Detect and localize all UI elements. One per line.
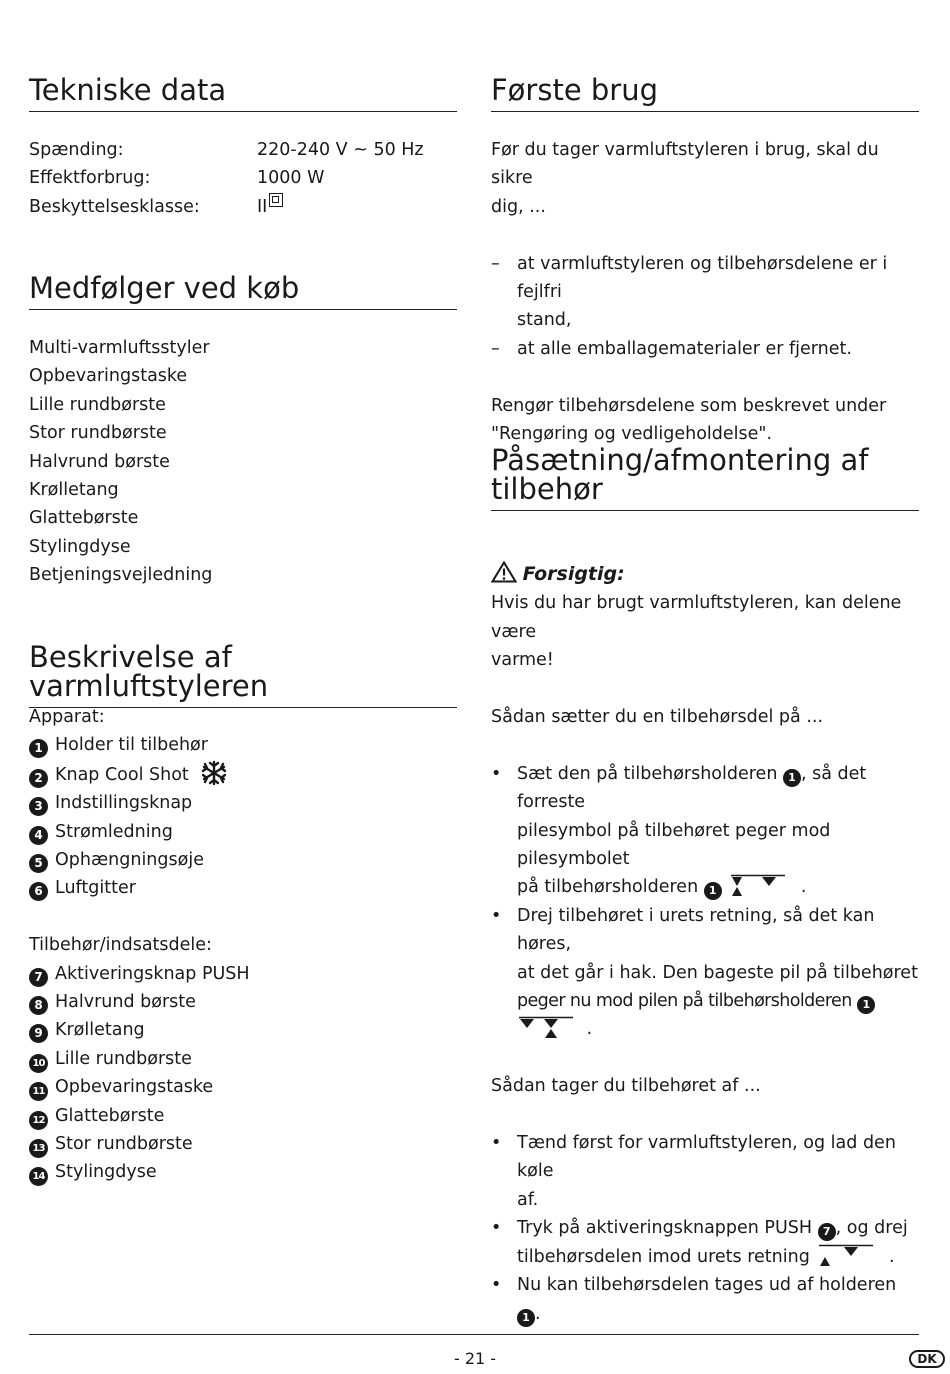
spec-row: Beskyttelsesklasse: II	[29, 193, 457, 221]
heading-included: Medfølger ved køb	[29, 274, 457, 310]
list-item: 5 Ophængningsøje	[29, 846, 457, 874]
device-label: Apparat:	[29, 707, 105, 727]
footer-divider	[29, 1334, 919, 1335]
list-item: 7 Aktiveringsknap PUSH	[29, 960, 457, 988]
accessory-label: Tilbehør/indsatsdele:	[29, 935, 212, 956]
list-item: • Tænd først for varmluftstyleren, og lad den køle af.	[491, 1133, 896, 1210]
list-item: 3 Indstillingsknap	[29, 789, 457, 817]
list-item: Glattebørste	[29, 508, 139, 529]
list-item: Opbevaringstaske	[29, 366, 188, 387]
list-item: 10 Lille rundbørste	[29, 1045, 457, 1073]
list-item: Stor rundbørste	[29, 423, 167, 444]
warning-triangle-icon	[491, 561, 517, 583]
list-item: 12 Glattebørste	[29, 1102, 457, 1130]
list-item: Krølletang	[29, 480, 119, 501]
list-item: Stylingdyse	[29, 536, 131, 557]
list-item: 2 Knap Cool Shot	[29, 760, 457, 789]
heading-description: Beskrivelse af varmluftstyleren	[29, 643, 457, 708]
list-item: 11 Opbevaringstaske	[29, 1073, 457, 1101]
page-number: - 21 -	[453, 1349, 497, 1368]
spec-row: Spænding: 220-240 V ~ 50 Hz	[29, 140, 424, 160]
list-item: Lille rundbørste	[29, 394, 166, 415]
list-item: 9 Krølletang	[29, 1016, 457, 1044]
description-list	[29, 703, 457, 1187]
list-item: • Tryk på aktiveringsknappen PUSH 7 , og drej tilbehørsdelen imod urets retning .	[491, 1218, 908, 1267]
spec-row: Effektforbrug: 1000 W	[29, 168, 325, 189]
list-item: 8 Halvrund børste	[29, 988, 457, 1016]
list-item: 14 Stylingdyse	[29, 1158, 457, 1186]
list-item: – at varmluftstyleren og tilbehørsdelene er i fejlfri stand,	[491, 253, 888, 331]
first-use-text: Før du tager varmluftstyleren i brug, skal du sikre dig, ... – at varmluftstyleren og tilbehørsdelene er i fejlfri stand, – at alle emballagematerialer er fjernet. Rengør tilbehørsdelene som beskrevet under "Rengøring og vedligeholdelse".	[491, 136, 919, 448]
included-list	[29, 334, 457, 590]
attach-text: Forsigtig: Hvis du har brugt varmluftstyleren, kan delene være varme! Sådan sætter du en tilbehørsdel på ... • Sæt den på tilbehørsholderen 1 , så det forreste pilesymbol på tilbehøret peger mod pilesymbolet på tilbehørsholderen 1 . • Drej tilbehøret i urets retning, så det kan høres, at det går i hak. Den bageste pil på tilbehøret peger nu mod pilen på tilbehørsholderen 1 . Sådan tager du tilbehøret af ... • Tænd først for varmluftstyleren, og lad den køle af. • Tryk på aktiveringsknappen PUSH 7 , og drej tilbehørsdelen imod urets retning . • Nu kan tilbehørsdelen tages ud af holderen 1 .	[491, 560, 919, 1328]
list-item: 4 Strømledning	[29, 818, 457, 846]
list-item: 6 Luftgitter	[29, 874, 457, 902]
list-item: • Drej tilbehøret i urets retning, så det kan høres, at det går i hak. Den bageste pil på tilbehøret peger nu mod pilen på tilbehørsholderen 1 .	[491, 905, 918, 1040]
heading-technical-data: Tekniske data	[29, 76, 457, 112]
protection-class-icon	[269, 193, 283, 207]
heading-first-use: Første brug	[491, 76, 919, 112]
list-item: Halvrund børste	[29, 451, 170, 472]
arrow-symbol-icon	[729, 874, 787, 898]
snowflake-icon	[200, 760, 228, 786]
heading-attach: Påsætning/afmontering af tilbehør	[491, 446, 919, 511]
list-item: Betjeningsvejledning	[29, 565, 213, 586]
list-item: 13 Stor rundbørste	[29, 1130, 457, 1158]
warning-title: Forsigtig:	[491, 560, 919, 589]
language-badge: DK	[909, 1350, 945, 1368]
list-item: • Sæt den på tilbehørsholderen 1 , så det forreste pilesymbol på tilbehøret peger mod pilesymbolet på tilbehørsholderen 1 .	[491, 760, 919, 902]
list-item: Multi-varmluftsstyler	[29, 338, 210, 358]
spacer	[29, 903, 457, 931]
technical-data-table	[29, 136, 457, 221]
arrow-symbol-icon	[817, 1244, 875, 1268]
list-item: 1 Holder til tilbehør	[29, 731, 457, 759]
list-item: – at alle emballagematerialer er fjernet.	[491, 338, 852, 359]
arrow-symbol-icon	[517, 1016, 575, 1040]
list-item: • Nu kan tilbehørsdelen tages ud af holderen 1 .	[491, 1271, 919, 1328]
